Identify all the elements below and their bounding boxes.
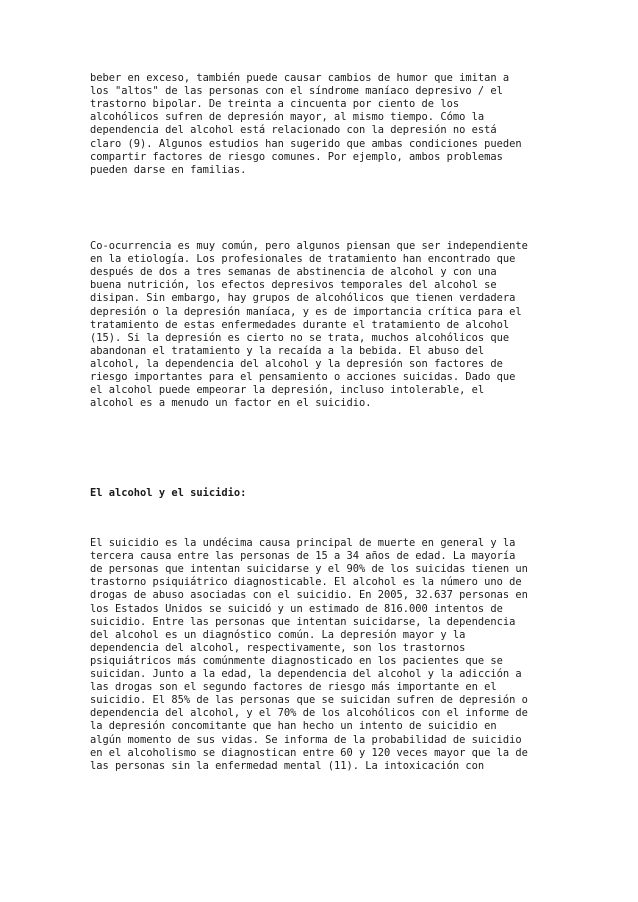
text-line: suicidio. El 85% de las personas que se suicidan sufren de depresión o (90, 694, 528, 707)
text-line: disipan. Sin embargo, hay grupos de alcohólicos que tienen verdadera (90, 292, 516, 305)
text-line: beber en exceso, también puede causar cambios de humor que imitan a (90, 72, 510, 84)
text-line: claro (9). Algunos estudios han sugerido que ambas condiciones pueden (90, 137, 522, 150)
text-line: en la etiología. Los profesionales de tratamiento han encontrado que (90, 253, 516, 266)
text-line: dependencia del alcohol está relacionado con la depresión no está (90, 124, 497, 137)
text-line: dependencia del alcohol, respectivamente, son los trastornos (90, 641, 466, 654)
text-line: Co-ocurrencia es muy común, pero algunos piensan que ser independiente (90, 240, 528, 252)
section-heading: El alcohol y el suicidio: (90, 487, 247, 499)
text-line: trastorno bipolar. De treinta a cincuenta por ciento de los (90, 98, 460, 111)
text-line: El suicidio es la undécima causa principal de muerte en general y la (90, 537, 516, 549)
text-line: después de dos a tres semanas de abstinencia de alcohol y con una (90, 266, 497, 279)
text-line: drogas de abuso asociadas con el suicidio. En 2005, 32.637 personas en (90, 589, 528, 602)
text-line: del alcohol es un diagnóstico común. La depresión mayor y la (90, 628, 466, 641)
text-line: (15). Si la depresión es cierto no se trata, muchos alcohólicos que (90, 331, 510, 344)
text-line: algún momento de sus vidas. Se informa de la probabilidad de suicidio (90, 733, 522, 746)
text-line: buena nutrición, los efectos depresivos temporales del alcohol se (90, 279, 497, 292)
text-line: depresión o la depresión maníaca, y es de importancia crítica para el (90, 305, 522, 318)
text-line: abandonan el tratamiento y la recaída a la bebida. El abuso del (90, 344, 485, 357)
text-line: la depresión concomitante que han hecho un intento de suicidio en (90, 720, 497, 733)
text-line: los Estados Unidos se suicidó y un estimado de 816.000 intentos de (90, 602, 503, 615)
text-line: las personas sin la enfermedad mental (11). La intoxicación con (90, 759, 485, 772)
text-line: tercera causa entre las personas de 15 a 34 años de edad. La mayoría (90, 550, 516, 563)
text-line: alcohol, la dependencia del alcohol y la depresión son factores de (90, 357, 503, 370)
text-line: alcohol es a menudo un factor en el suicidio. (90, 397, 372, 410)
text-line: los "altos" de las personas con el síndrome maníaco depresivo / el (90, 85, 503, 98)
text-line: el alcohol puede empeorar la depresión, incluso intolerable, el (90, 384, 485, 397)
text-line: dependencia del alcohol, y el 70% de los alcohólicos con el informe de (90, 707, 528, 720)
text-line: suicidio. Entre las personas que intentan suicidarse, la dependencia (90, 615, 516, 628)
text-line: de personas que intentan suicidarse y el 90% de los suicidas tienen un (90, 563, 528, 576)
text-line: trastorno psiquiátrico diagnosticable. El alcohol es la número uno de (90, 576, 522, 589)
text-line: tratamiento de estas enfermedades durante el tratamiento de alcohol (90, 318, 510, 331)
text-line: en el alcoholismo se diagnostican entre 60 y 120 veces mayor que la de (90, 746, 528, 759)
text-line: psiquiátricos más comúnmente diagnosticado en los pacientes que se (90, 654, 503, 667)
text-line: alcohólicos sufren de depresión mayor, al mismo tiempo. Cómo la (90, 111, 485, 124)
text-line: suicidan. Junto a la edad, la dependencia del alcohol y la adicción a (90, 668, 522, 680)
text-line: las drogas son el segundo factores de riesgo más importante en el (90, 681, 497, 694)
text-line: pueden darse en familias. (90, 163, 247, 176)
text-line: compartir factores de riesgo comunes. Por ejemplo, ambos problemas (90, 150, 503, 163)
text-line: riesgo importantes para el pensamiento o acciones suicidas. Dado que (90, 371, 516, 383)
